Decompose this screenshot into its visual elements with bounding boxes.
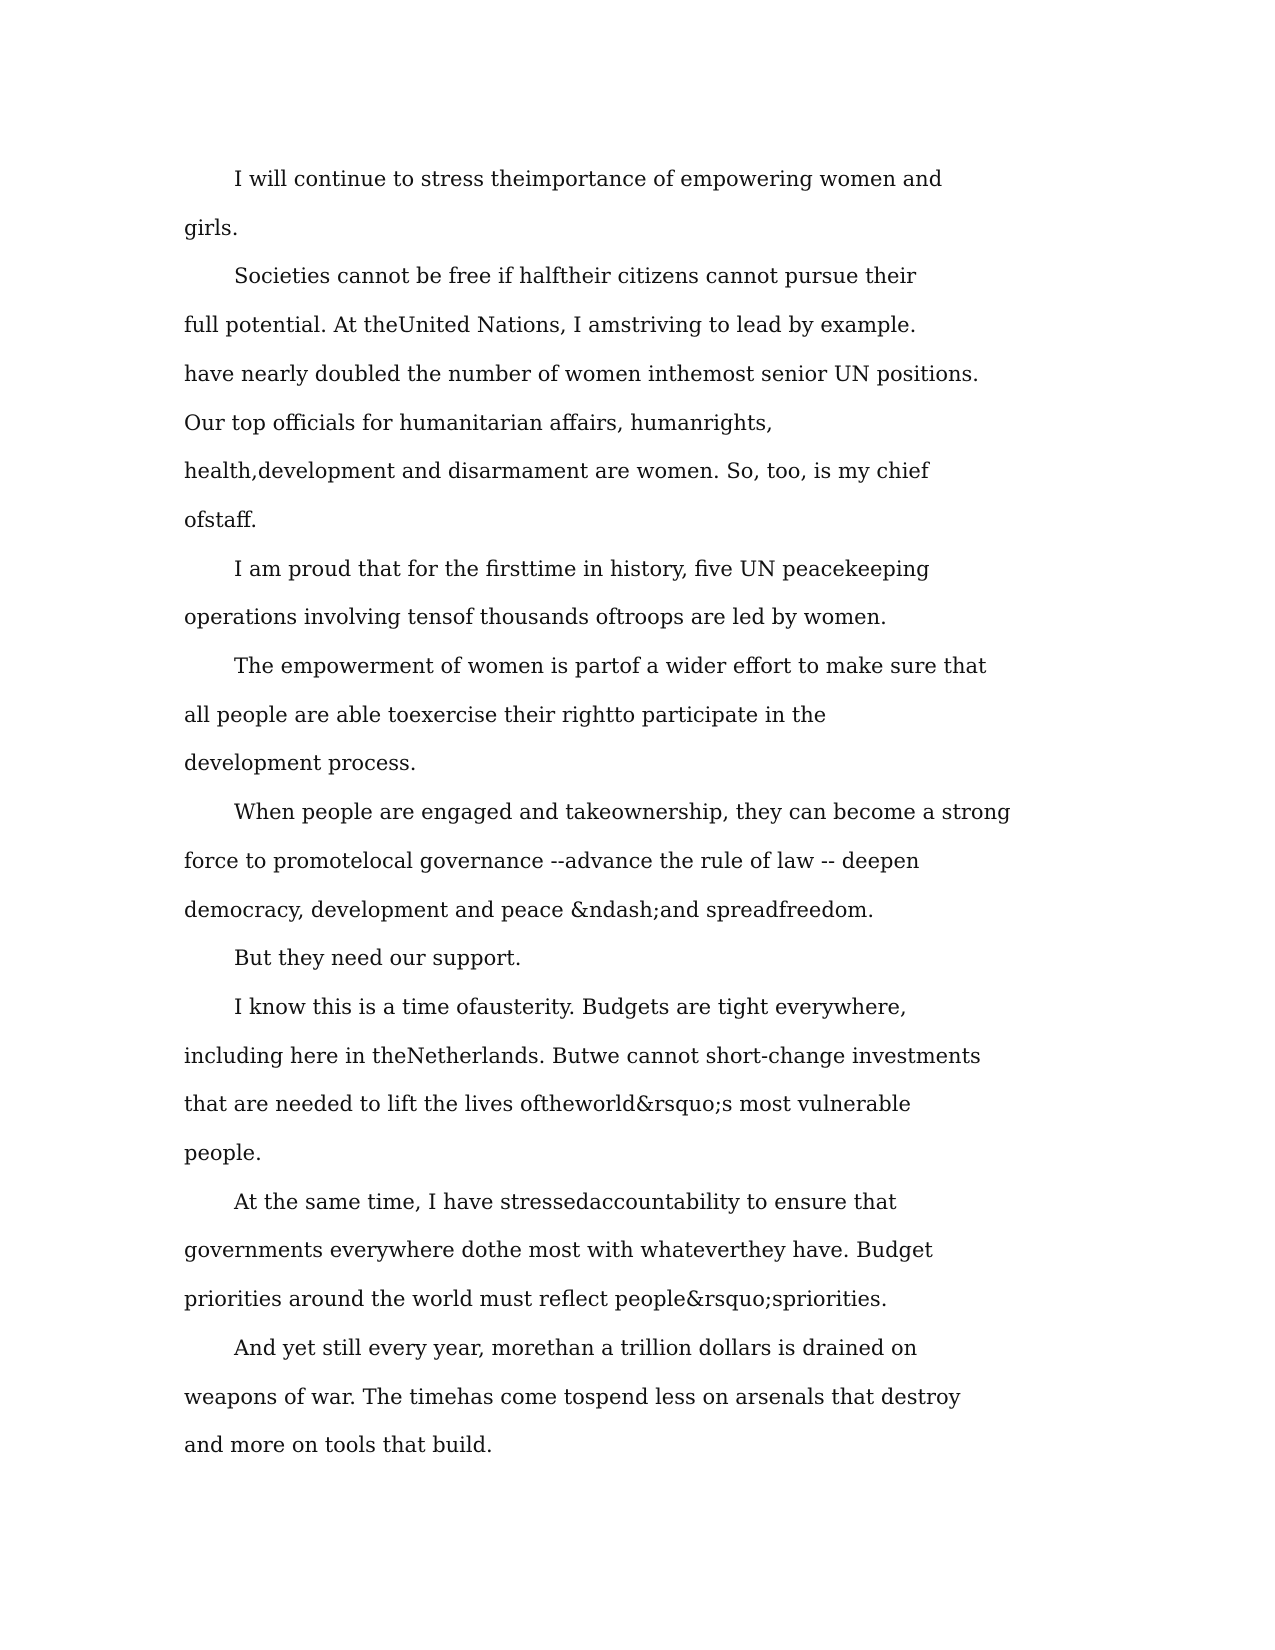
paragraph-line: operations involving tensof thousands oftroops are led by women. [184,605,887,630]
paragraph-line: including here in theNetherlands. Butwe cannot short-change investments [184,1043,981,1068]
paragraph-line: I will continue to stress theimportance of empowering women and [234,167,943,191]
paragraph-line: girls. [184,215,239,240]
paragraph-line: governments everywhere dothe most with whateverthey have. Budget [184,1238,933,1263]
paragraph-line: The empowerment of women is partof a wider effort to make sure that [234,654,987,679]
paragraph-weapons [184,1324,1084,1470]
paragraph-line: development process. [184,751,417,776]
paragraph-line: Our top officials for humanitarian affairs, humanrights, [184,410,773,435]
paragraph-support [184,934,1084,983]
paragraph-line: ofstaff. [184,507,257,532]
paragraph-line: have nearly doubled the number of women inthemost senior UN positions. [184,361,979,386]
paragraph-line: At the same time, I have stressedaccountability to ensure that [234,1189,897,1214]
paragraph-accountability [184,1178,1084,1324]
paragraph-austerity [184,983,1084,1178]
document-body [184,155,1084,1470]
paragraph-line: full potential. At theUnited Nations, I amstriving to lead by example. [184,313,917,338]
paragraph-line: democracy, development and peace &ndash;and spreadfreedom. [184,897,875,922]
paragraph-line: people. [184,1141,262,1166]
paragraph-peacekeeping [184,545,1084,642]
paragraph-line: Societies cannot be free if halftheir citizens cannot pursue their [234,264,917,289]
paragraph-line: I know this is a time ofausterity. Budgets are tight everywhere, [234,994,907,1019]
paragraph-line: priorities around the world must reflect people&rsquo;spriorities. [184,1287,888,1312]
paragraph-line: I am proud that for the firsttime in history, five UN peacekeeping [234,556,930,581]
paragraph-ownership [184,788,1084,934]
paragraph-line: all people are able toexercise their rightto participate in the [184,702,827,727]
paragraph-empowerment [184,642,1084,788]
paragraph-empowering-women [184,155,1084,252]
paragraph-line: health,development and disarmament are women. So, too, is my chief [184,459,929,484]
paragraph-line: But they need our support. [234,946,522,971]
paragraph-line: that are needed to lift the lives oftheworld&rsquo;s most vulnerable [184,1092,911,1117]
paragraph-line: force to promotelocal governance --advance the rule of law -- deepen [184,848,920,873]
paragraph-line: And yet still every year, morethan a trillion dollars is drained on [234,1335,918,1360]
paragraph-societies [184,252,1084,544]
paragraph-line: weapons of war. The timehas come tospend less on arsenals that destroy [184,1384,961,1409]
paragraph-line: and more on tools that build. [184,1433,493,1458]
paragraph-line: When people are engaged and takeownership, they can become a strong [234,800,1011,825]
